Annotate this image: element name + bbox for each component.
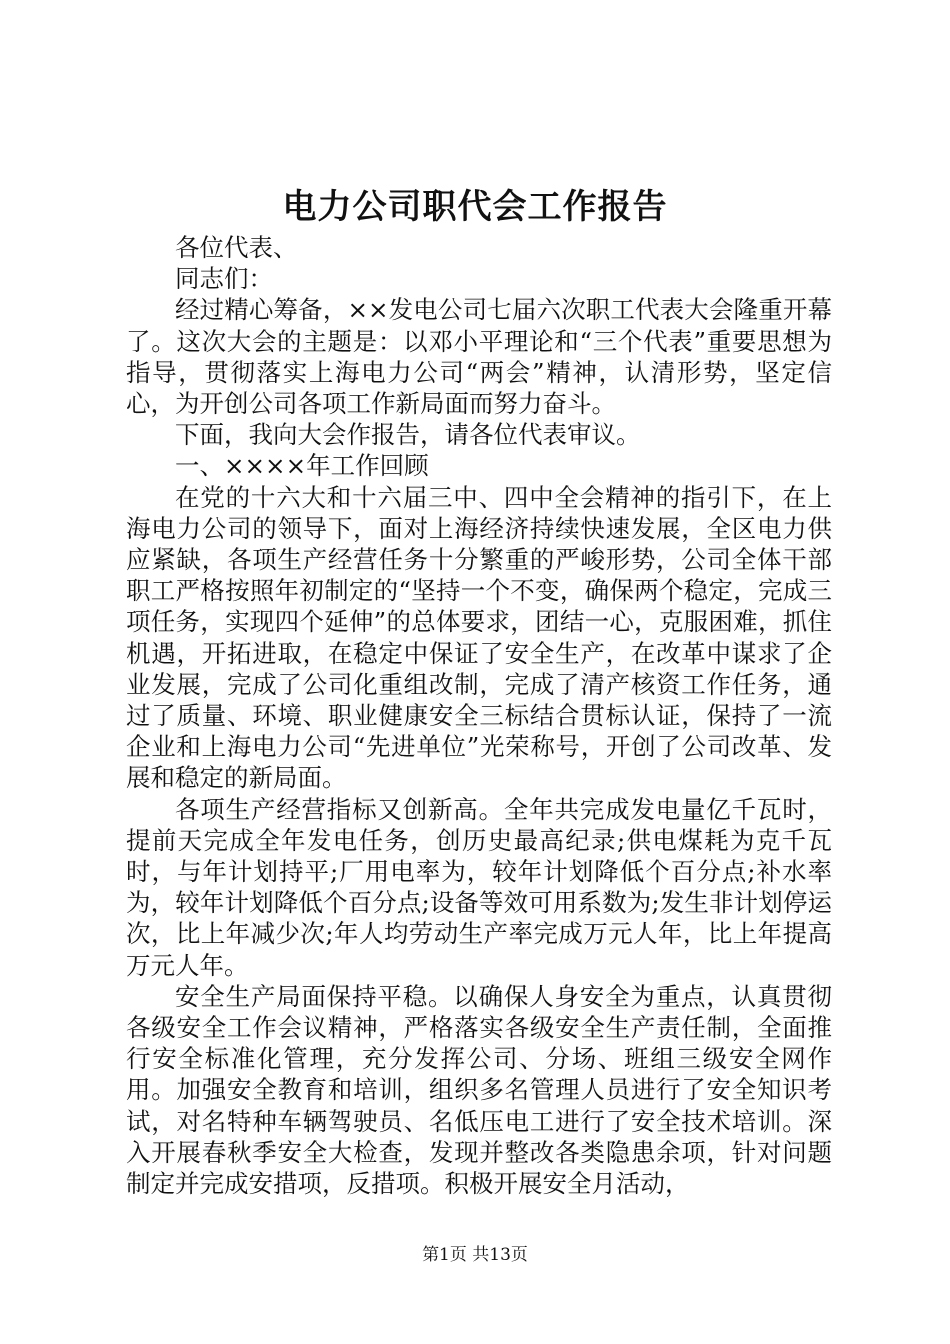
- document-body: [126, 232, 832, 1199]
- paragraph-safety-production: 安全生产局面保持平稳。以确保人身安全为重点，认真贯彻各级安全工作会议精神，严格落实各级安全生产责任制，全面推行安全标准化管理，充分发挥公司、分场、班组三级安全网作用。加强安全教育和培训，组织多名管理人员进行了安全知识考试，对名特种车辆驾驶员、名低压电工进行了安全技术培训。深入开展春秋季安全大检查，发现并整改各类隐患余项，针对问题制定并完成安措项，反措项。积极开展安全月活动，: [126, 981, 832, 1199]
- page-footer: 第1页 共13页: [422, 1245, 528, 1265]
- paragraph-production-indicators: 各项生产经营指标又创新高。全年共完成发电量亿千瓦时，提前天完成全年发电任务，创历史最高纪录;供电煤耗为克千瓦时，与年计划持平;厂用电率为，较年计划降低个百分点;补水率为，较年计划降低个百分点;设备等效可用系数为;发生非计划停运次，比上年减少次;年人均劳动生产率完成万元人年，比上年提高万元人年。: [126, 794, 832, 980]
- paragraph-review-summary: 在党的十六大和十六届三中、四中全会精神的指引下，在上海电力公司的领导下，面对上海经济持续快速发展，全区电力供应紧缺，各项生产经营任务十分繁重的严峻形势，公司全体干部职工严格按照年初制定的“坚持一个不变，确保两个稳定，完成三项任务，实现四个延伸”的总体要求，团结一心，克服困难，抓住机遇，开拓进取，在稳定中保证了安全生产，在改革中谋求了企业发展，完成了公司化重组改制，完成了清产核资工作任务，通过了质量、环境、职业健康安全三标结合贯标认证，保持了一流企业和上海电力公司“先进单位”光荣称号，开创了公司改革、发展和稳定的新局面。: [126, 482, 832, 793]
- salutation-representatives: 各位代表、: [175, 233, 298, 262]
- section-heading-review: 一、××××年工作回顾: [175, 451, 429, 481]
- document-title: 电力公司职代会工作报告: [282, 187, 668, 227]
- paragraph-report-intro: 下面，我向大会作报告，请各位代表审议。: [175, 420, 641, 450]
- paragraph-opening: 经过精心筹备，××发电公司七届六次职工代表大会隆重开幕了。这次大会的主题是：以邓小平理论和“三个代表”重要思想为指导，贯彻落实上海电力公司“两会”精神，认清形势，坚定信心，为开创公司各项工作新局面而努力奋斗。: [126, 295, 832, 419]
- salutation-comrades: 同志们：: [175, 264, 273, 294]
